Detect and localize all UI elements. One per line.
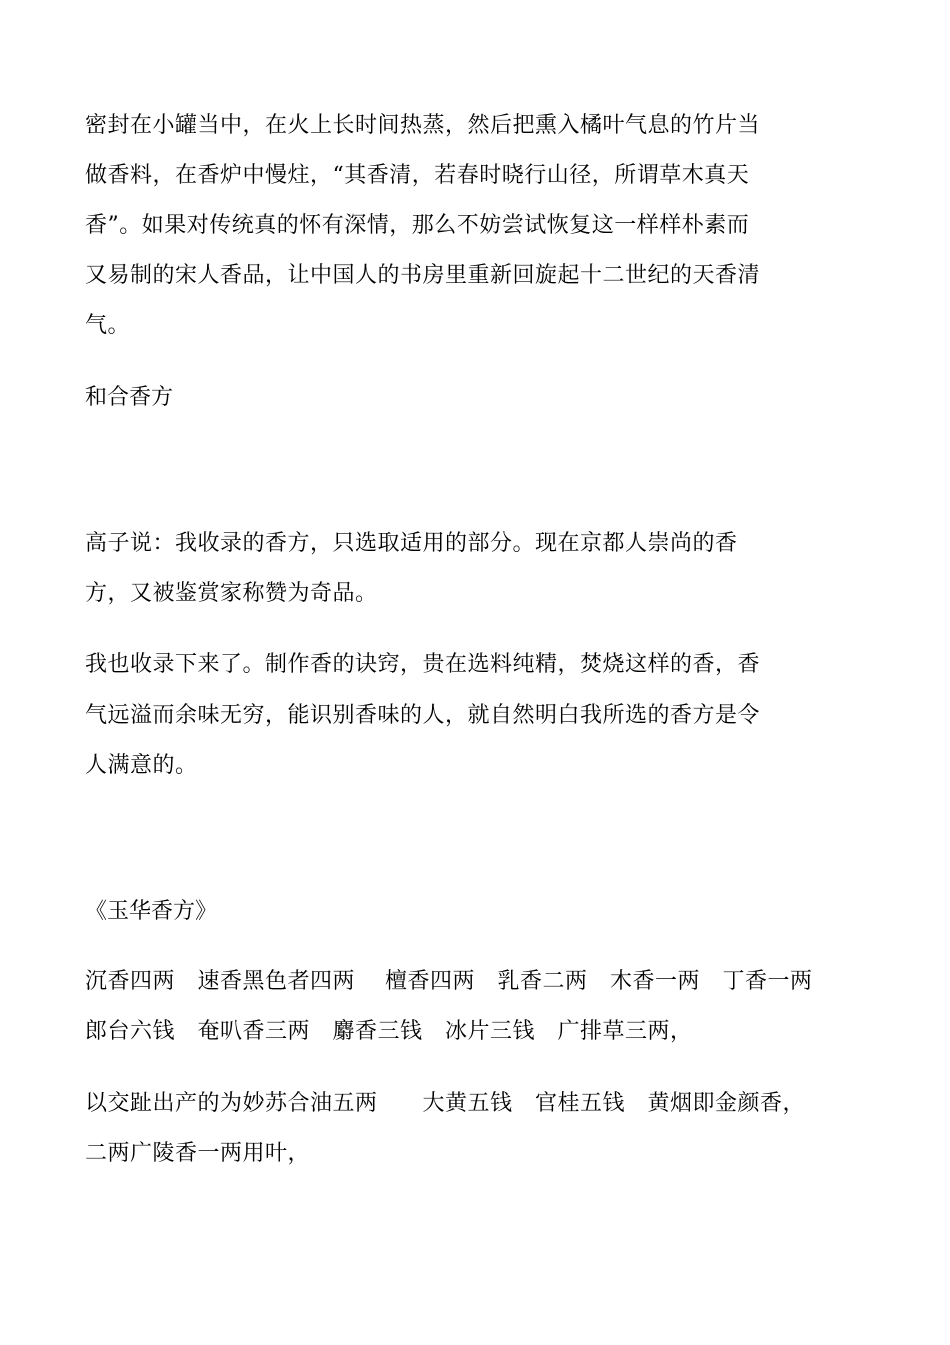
paragraph-line: 气。 — [85, 313, 131, 338]
paragraph-line: 香”。如果对传统真的怀有深情，那么不妨尝试恢复这一样样朴素而 — [85, 213, 750, 238]
recipe-line: 二两广陵香一两用叶， — [85, 1141, 311, 1166]
paragraph-line: 方，又被鉴赏家称赞为奇品。 — [85, 581, 378, 606]
paragraph-line: 又易制的宋人香品，让中国人的书房里重新回旋起十二世纪的天香清 — [85, 263, 761, 288]
recipe-title: 《玉华香方》 — [85, 899, 218, 924]
recipe-line: 郎台六钱 奄叭香三两 麝香三钱 冰片三钱 广排草三两， — [85, 1019, 693, 1044]
paragraph-line: 人满意的。 — [85, 753, 198, 778]
recipe-line: 沉香四两 速香黑色者四两 檀香四两 乳香二两 木香一两 丁香一两 — [85, 969, 813, 994]
section-heading: 和合香方 — [85, 385, 174, 410]
recipe-line: 以交趾出产的为妙苏合油五两 大黄五钱 官桂五钱 黄烟即金颜香， — [85, 1091, 806, 1116]
paragraph-line: 气远溢而余味无穷，能识别香味的人，就自然明白我所选的香方是令 — [85, 703, 761, 728]
paragraph-line: 做香料，在香炉中慢炷，“其香清，若春时晓行山径，所谓草木真天 — [85, 163, 750, 188]
paragraph-line: 高子说：我收录的香方，只选取适用的部分。现在京都人崇尚的香 — [85, 531, 738, 556]
paragraph-line: 我也收录下来了。制作香的诀窍，贵在选料纯精，焚烧这样的香，香 — [85, 652, 761, 677]
paragraph-line: 密封在小罐当中，在火上长时间热蒸，然后把熏入橘叶气息的竹片当 — [85, 113, 761, 138]
